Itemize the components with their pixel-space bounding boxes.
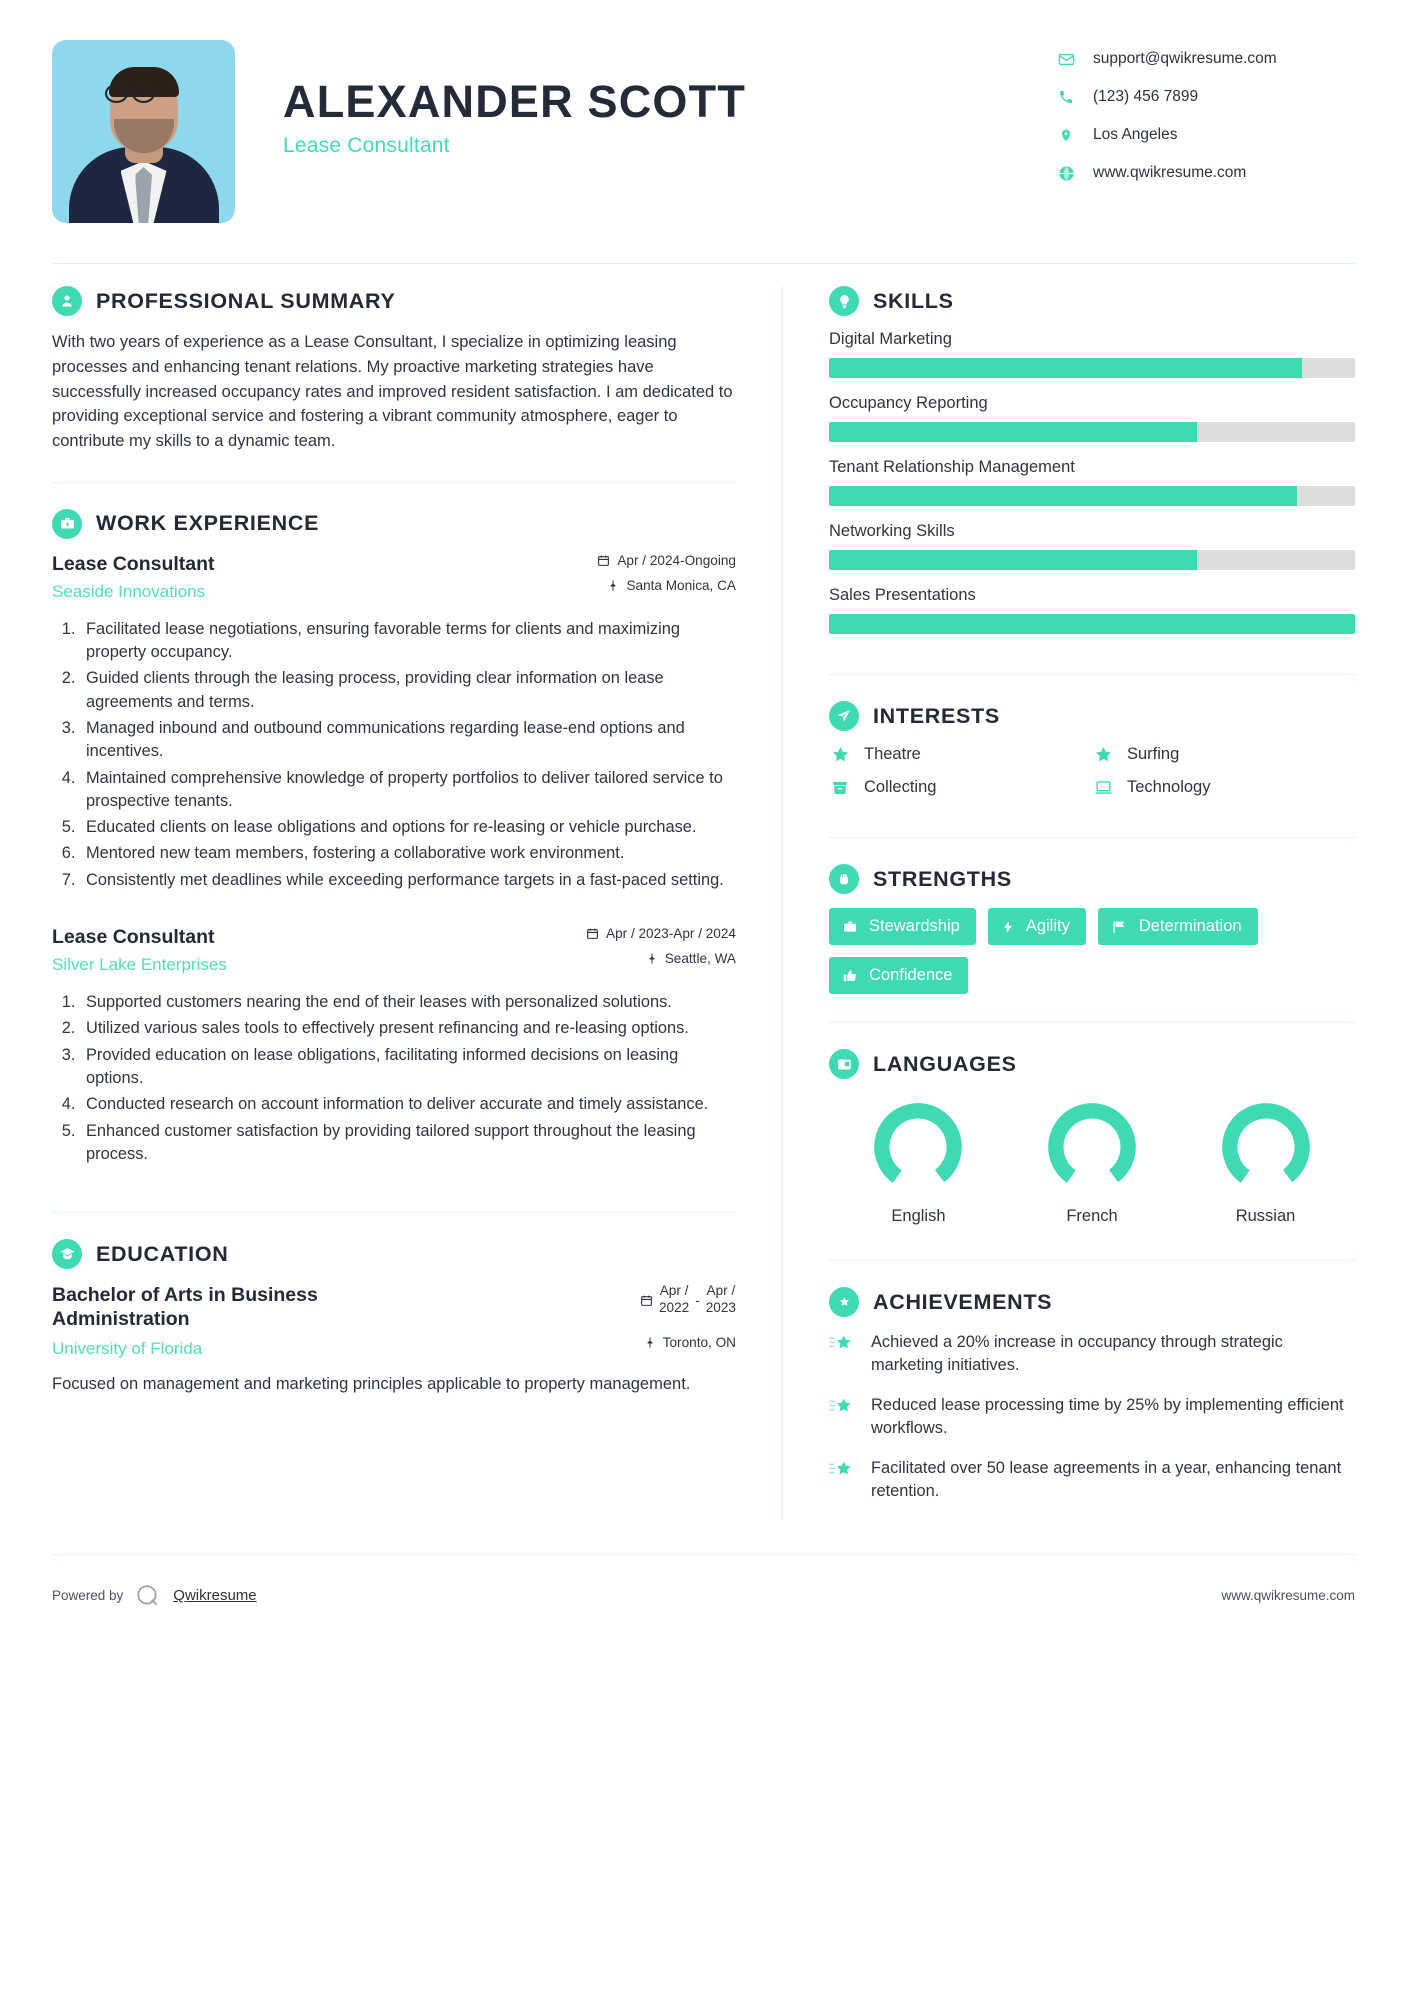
- job-location-text: Santa Monica, CA: [626, 577, 736, 593]
- contact-phone[interactable]: [1055, 88, 1355, 106]
- phone-icon: [1055, 89, 1077, 105]
- section-interests: [829, 701, 1355, 811]
- translate-icon: [829, 1049, 859, 1079]
- achievement-item: [829, 1457, 1355, 1503]
- footer-powered-by: Powered by: [52, 1588, 124, 1604]
- bolt-icon: [1001, 919, 1015, 935]
- section-education: [52, 1239, 736, 1397]
- qwikresume-logo-icon: [135, 1583, 161, 1609]
- shooting-star-icon: [829, 1394, 859, 1440]
- languages-list: [829, 1093, 1355, 1226]
- section-strengths: [829, 864, 1355, 994]
- thumbs-up-icon: [842, 968, 858, 984]
- skill-name: Occupancy Reporting: [829, 394, 988, 412]
- page-footer: [52, 1555, 1355, 1639]
- candidate-name: ALEXANDER SCOTT: [283, 76, 747, 127]
- job-bullet: 6. Mentored new team members, fostering a collaborative work environment.: [80, 842, 736, 865]
- skill-item: [829, 394, 1355, 442]
- shooting-star-icon: [829, 1331, 859, 1377]
- job-dates-text: Apr / 2023-Apr / 2024: [606, 926, 736, 942]
- skill-track: [829, 486, 1355, 506]
- skill-item: [829, 522, 1355, 570]
- interest-label: Surfing: [1127, 745, 1180, 763]
- contact-email[interactable]: [1055, 50, 1355, 68]
- skill-name: Networking Skills: [829, 522, 955, 540]
- education-entry: [52, 1283, 736, 1359]
- work-header: [52, 509, 736, 539]
- job-bullet: 2. Utilized various sales tools to effectively present refinancing and re-leasing options.: [80, 1017, 736, 1040]
- interest-label: Collecting: [864, 778, 937, 796]
- contact-website-text: www.qwikresume.com: [1093, 164, 1247, 181]
- education-date-start: [659, 1283, 689, 1317]
- left-column: [52, 286, 782, 1520]
- section-divider: [52, 482, 736, 483]
- strength-label: Determination: [1138, 917, 1242, 935]
- job-bullet: 3. Managed inbound and outbound communications regarding lease-end options and incentives.: [80, 717, 736, 764]
- skill-name: Tenant Relationship Management: [829, 458, 1075, 476]
- language-ring: [1220, 1101, 1312, 1193]
- strength-label: Agility: [1025, 917, 1070, 935]
- content-columns: [52, 264, 1355, 1520]
- job-dates-text: Apr / 2024-Ongoing: [617, 552, 736, 568]
- skill-name: Sales Presentations: [829, 586, 976, 604]
- job-bullet: 1. Supported customers nearing the end of their leases with personalized solutions.: [80, 991, 736, 1014]
- interest-label: Technology: [1127, 778, 1211, 796]
- job-bullets: [52, 991, 736, 1166]
- section-divider: [829, 1260, 1355, 1261]
- achievement-text: Facilitated over 50 lease agreements in a year, enhancing tenant retention.: [871, 1458, 1342, 1500]
- language-item: [833, 1101, 1004, 1226]
- skill-fill: [829, 358, 1302, 378]
- skill-track: [829, 550, 1355, 570]
- language-ring: [872, 1101, 964, 1193]
- graduation-icon: [52, 1239, 82, 1269]
- job-bullet: 3. Provided education on lease obligations, facilitating informed decisions on leasing options.: [80, 1044, 736, 1091]
- language-name: Russian: [1235, 1207, 1296, 1225]
- strength-chip: [988, 908, 1086, 945]
- right-column: [782, 286, 1355, 1520]
- job-bullet: 7. Consistently met deadlines while exceeding performance targets in a fast-paced setting.: [80, 869, 736, 892]
- job-bullet: 5. Educated clients on lease obligations and options for re-leasing or vehicle purchase.: [80, 816, 736, 839]
- footer-website[interactable]: www.qwikresume.com: [1221, 1588, 1355, 1604]
- job-location-text: Seattle, WA: [664, 951, 736, 967]
- education-location: [506, 1335, 736, 1350]
- job-title: Lease Consultant: [52, 926, 215, 949]
- interest-item: [1092, 778, 1355, 797]
- education-degree: Bachelor of Arts in Business Administration: [52, 1284, 318, 1331]
- education-description: Focused on management and marketing principles applicable to property management.: [52, 1374, 691, 1393]
- section-languages: [829, 1049, 1355, 1226]
- strength-chip: [829, 957, 968, 994]
- svg-text:A: A: [840, 1062, 845, 1069]
- job-organization: Seaside Innovations: [52, 581, 206, 601]
- mail-icon: [1055, 51, 1077, 68]
- education-dates: [506, 1283, 736, 1317]
- contact-website[interactable]: [1055, 164, 1355, 182]
- job-title: Lease Consultant: [52, 552, 215, 575]
- language-item: [1180, 1101, 1351, 1226]
- person-icon: [52, 286, 82, 316]
- interests-header: [829, 701, 1355, 731]
- interests-title: INTERESTS: [873, 703, 1000, 728]
- achievement-item: [829, 1394, 1355, 1440]
- job-bullet: 2. Guided clients through the leasing process, providing clear information on lease agreements and terms.: [80, 667, 736, 714]
- skills-title: SKILLS: [873, 288, 954, 313]
- skill-fill: [829, 486, 1297, 506]
- job-location: [506, 951, 736, 966]
- summary-title: PROFESSIONAL SUMMARY: [96, 288, 396, 313]
- achievement-item: [829, 1331, 1355, 1377]
- lightbulb-icon: [829, 286, 859, 316]
- photo-container: [52, 40, 235, 223]
- job-bullet: 4. Conducted research on account information to deliver accurate and timely assistance.: [80, 1093, 736, 1116]
- education-location-text: Toronto, ON: [662, 1335, 736, 1351]
- shooting-star-icon: [829, 1457, 859, 1503]
- section-work-experience: [52, 509, 736, 1166]
- language-name: English: [891, 1207, 946, 1225]
- work-title: WORK EXPERIENCE: [96, 511, 320, 536]
- job-dates: [506, 926, 736, 941]
- education-title: EDUCATION: [96, 1241, 229, 1266]
- education-date-separator: -: [695, 1292, 700, 1308]
- achievements-title: ACHIEVEMENTS: [873, 1289, 1053, 1314]
- education-school: University of Florida: [52, 1338, 203, 1358]
- star-icon: [1092, 745, 1114, 764]
- summary-text: With two years of experience as a Lease Consultant, I specialize in optimizing leasing processes and enhancing tenant relations. My proactive marketing strategies have successfully increased occupancy rates and improved resident satisfaction. I am dedicated to providing exceptional service and fostering a vibrant community atmosphere, eager to contribute my skills to a dynamic team.: [52, 333, 733, 450]
- education-date-start-year: 2022: [658, 1300, 690, 1316]
- work-entry: [52, 926, 736, 1166]
- calendar-icon: [597, 554, 610, 567]
- contact-email-text: support@qwikresume.com: [1093, 50, 1277, 67]
- skill-name: Digital Marketing: [829, 330, 952, 348]
- achievement-text: Reduced lease processing time by 25% by implementing efficient workflows.: [871, 1395, 1344, 1437]
- achievements-header: [829, 1287, 1355, 1317]
- section-divider: [52, 1212, 736, 1213]
- fist-icon: [829, 864, 859, 894]
- work-entry: [52, 553, 736, 892]
- location-icon: [1055, 127, 1077, 144]
- language-item: [1007, 1101, 1178, 1226]
- skill-track: [829, 614, 1355, 634]
- contact-phone-text: (123) 456 7899: [1093, 88, 1199, 105]
- skill-item: [829, 330, 1355, 378]
- box-icon: [829, 779, 851, 797]
- strength-label: Confidence: [869, 966, 953, 984]
- job-dates: [506, 553, 736, 568]
- language-ring: [1046, 1101, 1138, 1193]
- achievement-text: Achieved a 20% increase in occupancy through strategic marketing initiatives.: [871, 1333, 1283, 1374]
- contact-location-text: Los Angeles: [1093, 126, 1178, 143]
- name-block: [235, 40, 1055, 158]
- skill-track: [829, 422, 1355, 442]
- interest-label: Theatre: [864, 745, 921, 763]
- languages-header: [829, 1049, 1355, 1079]
- calendar-icon: [640, 1294, 653, 1307]
- summary-header: [52, 286, 736, 316]
- contact-location[interactable]: [1055, 126, 1355, 144]
- calendar-icon: [586, 927, 599, 940]
- section-divider: [829, 1022, 1355, 1023]
- section-achievements: [829, 1287, 1355, 1503]
- section-divider: [829, 674, 1355, 675]
- interest-item: [829, 778, 1092, 797]
- education-date-end-year: 2023: [705, 1300, 736, 1316]
- languages-title: LANGUAGES: [873, 1051, 1017, 1076]
- trophy-star-icon: [829, 1287, 859, 1317]
- job-bullets: [52, 618, 736, 892]
- job-bullet: 1. Facilitated lease negotiations, ensuring favorable terms for clients and maximizing property occupancy.: [80, 618, 736, 665]
- language-name: French: [1066, 1207, 1118, 1225]
- resume-header: [52, 0, 1355, 223]
- contact-list: [1055, 40, 1355, 202]
- briefcase-icon: [52, 509, 82, 539]
- candidate-role: Lease Consultant: [283, 134, 450, 158]
- language-ring-arc: [868, 1097, 969, 1198]
- education-date-start-month: Apr /: [659, 1283, 689, 1299]
- interests-list: [829, 745, 1355, 811]
- strength-chip: [1098, 908, 1258, 945]
- footer-brand-block: [52, 1583, 257, 1609]
- skill-item: [829, 586, 1355, 634]
- strength-chip: [829, 908, 976, 945]
- language-ring-arc: [1215, 1097, 1316, 1198]
- globe-icon: [1055, 165, 1077, 182]
- paper-plane-icon: [829, 701, 859, 731]
- strengths-list: [829, 908, 1355, 994]
- pin-icon: [644, 1336, 656, 1349]
- section-skills: [829, 286, 1355, 634]
- briefcase-icon: [842, 919, 858, 935]
- section-divider: [829, 837, 1355, 838]
- strengths-header: [829, 864, 1355, 894]
- skill-track: [829, 358, 1355, 378]
- education-date-end: [706, 1283, 736, 1317]
- footer-brand-link[interactable]: Qwikresume: [173, 1587, 257, 1605]
- job-location: [506, 578, 736, 593]
- interest-item: [829, 745, 1092, 764]
- laptop-icon: [1092, 778, 1114, 797]
- skill-fill: [829, 422, 1197, 442]
- job-bullet: 4. Maintained comprehensive knowledge of property portfolios to deliver tailored service to prospective tenants.: [80, 767, 736, 814]
- skills-header: [829, 286, 1355, 316]
- job-organization: Silver Lake Enterprises: [52, 955, 227, 975]
- skill-fill: [829, 614, 1355, 634]
- star-icon: [829, 745, 851, 764]
- language-ring-arc: [1042, 1097, 1143, 1198]
- education-date-end-month: Apr /: [706, 1283, 736, 1299]
- profile-photo: [52, 40, 235, 223]
- education-header: [52, 1239, 736, 1269]
- skill-fill: [829, 550, 1197, 570]
- strength-label: Stewardship: [869, 917, 960, 935]
- interest-item: [1092, 745, 1355, 764]
- strengths-title: STRENGTHS: [873, 866, 1012, 891]
- skill-item: [829, 458, 1355, 506]
- flag-icon: [1111, 919, 1128, 935]
- section-professional-summary: [52, 286, 736, 454]
- pin-icon: [646, 952, 658, 965]
- job-bullet: 5. Enhanced customer satisfaction by providing tailored support throughout the leasing process.: [80, 1120, 736, 1167]
- pin-icon: [607, 579, 619, 592]
